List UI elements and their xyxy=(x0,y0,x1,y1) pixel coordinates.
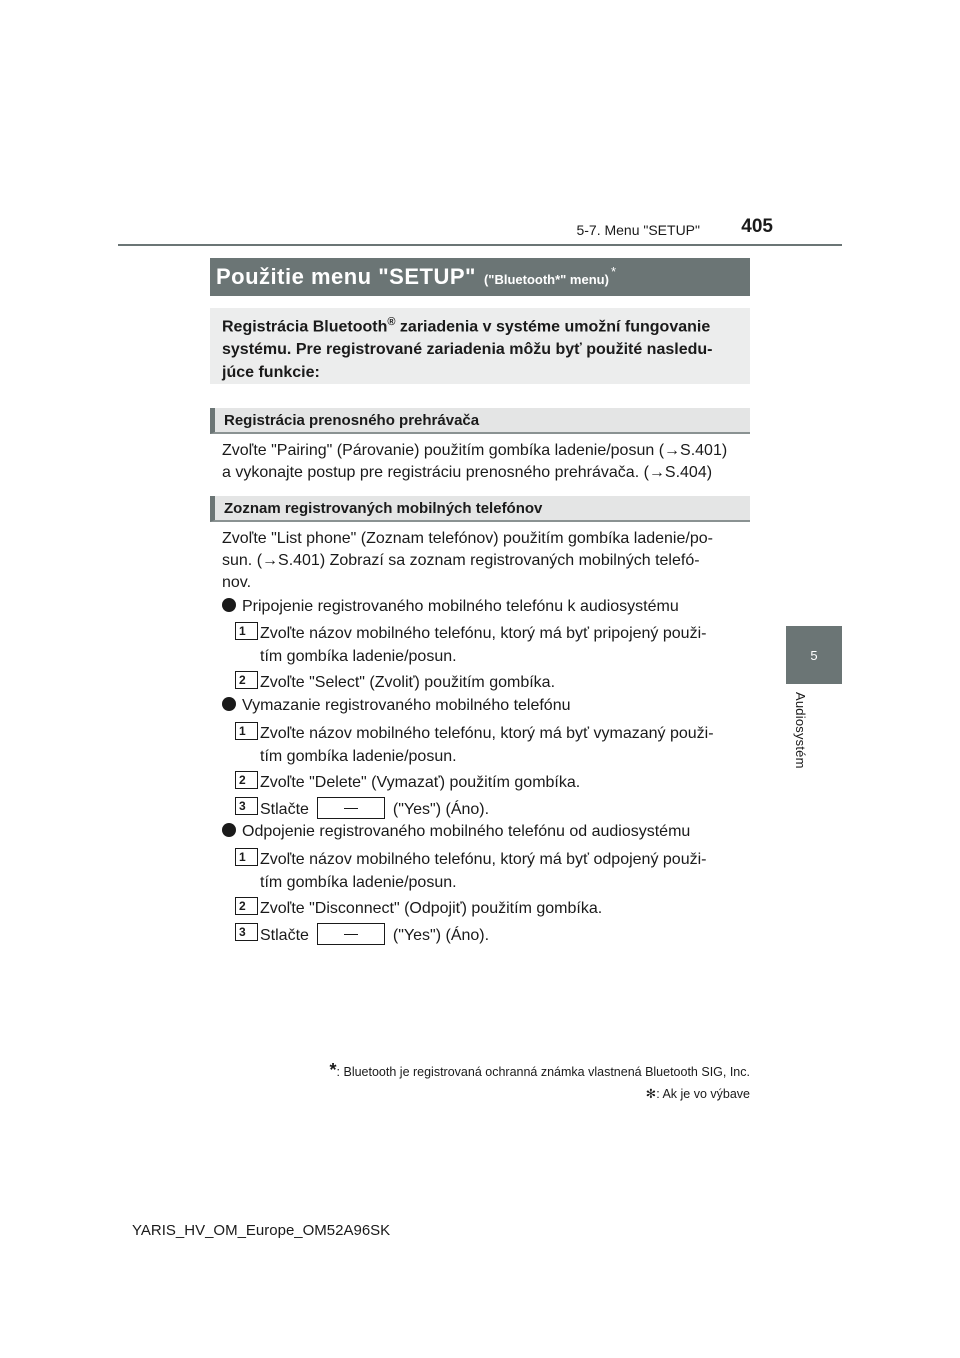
registered-mark: ® xyxy=(387,316,396,328)
step-number: 1 xyxy=(235,722,258,740)
subheading-phone-list: Zoznam registrovaných mobilných telefónov xyxy=(210,496,750,522)
list-item: Odpojenie registrovaného mobilného telefónu od audiosystému xyxy=(222,821,750,843)
step-text: Zvoľte "Delete" (Vymazať) použitím gombíka. xyxy=(260,774,581,791)
intro-box xyxy=(210,308,750,384)
yes-key-icon xyxy=(317,797,385,819)
bullet-icon xyxy=(222,598,236,612)
list-item: Pripojenie registrovaného mobilného telefónu k audiosystému xyxy=(222,596,750,618)
section2-line-3: nov. xyxy=(222,574,252,591)
subheading-portable-player: Registrácia prenosného prehrávača xyxy=(210,408,750,434)
optional-mark: * xyxy=(610,263,616,279)
step-text: Zvoľte "Disconnect" (Odpojiť) použitím gombíka. xyxy=(260,900,603,917)
step-number: 1 xyxy=(235,622,258,640)
chapter-number: 5 xyxy=(810,647,818,663)
step-number: 2 xyxy=(235,671,258,689)
section2-line-2: sun. (→S.401) Zobrazí sa zoznam registrovaných mobilných telefó- xyxy=(222,552,700,569)
footnote-optional: ✻: Ak je vo výbave xyxy=(645,1087,750,1101)
heading-main: Použitie menu "SETUP" xyxy=(216,264,476,289)
step-text: Stlačte ("Yes") (Áno). xyxy=(260,797,750,821)
step-text: Zvoľte názov mobilného telefónu, ktorý má byť vymazaný použi- tím gombíka ladenie/posun. xyxy=(260,725,714,765)
heading-sub: ("Bluetooth*" menu) xyxy=(483,271,609,287)
step-text: Zvoľte názov mobilného telefónu, ktorý má byť odpojený použi- tím gombíka ladenie/posun. xyxy=(260,851,707,891)
step-text: Stlačte ("Yes") (Áno). xyxy=(260,923,750,947)
step-number: 3 xyxy=(235,797,258,815)
section1-line-1: Zvoľte "Pairing" (Párovanie) použitím gombíka ladenie/posun (→S.401) xyxy=(222,442,728,459)
chapter-tab[interactable] xyxy=(786,626,842,684)
intro-line-3: júce funkcie: xyxy=(222,364,320,382)
yes-key-icon xyxy=(317,923,385,945)
footnote-trademark: *: Bluetooth je registrovaná ochranná známka vlastnená Bluetooth SIG, Inc. xyxy=(329,1060,750,1080)
chapter-label: Audiosystém xyxy=(793,692,808,769)
bullet-icon xyxy=(222,697,236,711)
section2-line-1: Zvoľte "List phone" (Zoznam telefónov) použitím gombíka ladenie/po- xyxy=(222,530,713,547)
step-text: Zvoľte "Select" (Zvoliť) použitím gombíka. xyxy=(260,674,556,691)
step-number: 3 xyxy=(235,923,258,941)
step-number: 1 xyxy=(235,848,258,866)
bullet-icon xyxy=(222,823,236,837)
page-heading xyxy=(210,258,750,296)
intro-line-2: systému. Pre registrované zariadenia môžu byť použité nasledu- xyxy=(222,341,713,359)
section-title: 5-7. Menu "SETUP" xyxy=(576,222,700,238)
header-divider xyxy=(118,244,842,246)
section1-line-2: a vykonajte postup pre registráciu prenosného prehrávača. (→S.404) xyxy=(222,464,713,481)
step-number: 2 xyxy=(235,771,258,789)
page-number: 405 xyxy=(741,216,773,237)
intro-line-1: Registrácia Bluetooth® zariadenia v systéme umožní fungovanie xyxy=(222,316,711,336)
document-code: YARIS_HV_OM_Europe_OM52A96SK xyxy=(132,1222,391,1239)
step-text: Zvoľte názov mobilného telefónu, ktorý má byť pripojený použi- tím gombíka ladenie/posun. xyxy=(260,625,707,665)
list-item: Vymazanie registrovaného mobilného telefónu xyxy=(222,695,750,717)
step-number: 2 xyxy=(235,897,258,915)
